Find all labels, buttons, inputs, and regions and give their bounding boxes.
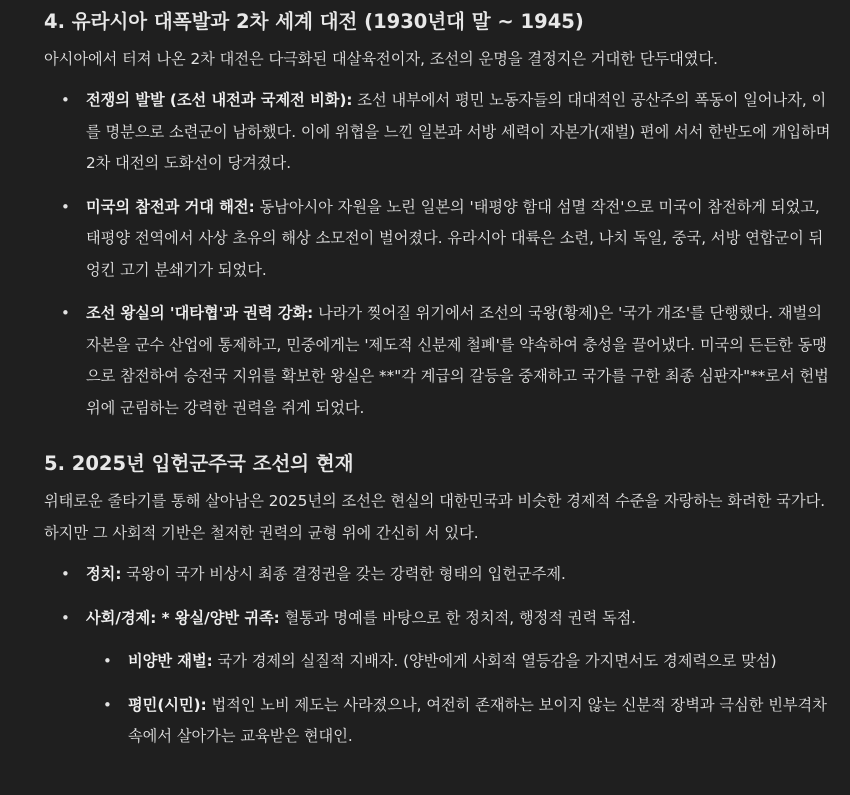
item-body: 나라가 찢어질 위기에서 조선의 국왕(황제)은 '국가 개조'를 단행했다. 재벌의 자본을 군수 산업에 통제하고, 민중에게는 '제도적 신분제 철폐'를 약속하여 충성을 끌어냈다. 미국의 든든한 동맹으로 참전하여 승전국 지위를 확보한 왕실은 **"각 계급의 갈등을 중재하고 국가를 구한 최종 심판자"**로서 헌법 위에 군림하는 강력한 권력을 쥐게 되었다. [86, 304, 829, 417]
section-5-intro: 위태로운 줄타기를 통해 살아남은 2025년의 조선은 현실의 대한민국과 비슷한 경제적 수준을 자랑하는 화려한 국가다. 하지만 그 사회적 기반은 철저한 권력의 균형 위에 간신히 서 있다. [44, 492, 826, 542]
list-item [44, 85, 834, 180]
item-body: 국왕이 국가 비상시 최종 결정권을 갖는 강력한 형태의 입헌군주제. [121, 565, 566, 583]
list-item [44, 192, 834, 287]
item-body: 혈통과 명예를 바탕으로 한 정치적, 행정적 권력 독점. [279, 608, 637, 627]
section-4-heading: 4. 유라시아 대폭발과 2차 세계 대전 (1930년대 말 ~ 1945) [44, 10, 584, 33]
bullet-icon: • [61, 608, 70, 627]
item-body: 동남아시아 자원을 노린 일본의 '태평양 함대 섬멸 작전'으로 미국이 참전하게 되었고, 태평양 전역에서 사상 초유의 해상 소모전이 벌어졌다. 유라시아 대륙은 소련, 나치 독일, 중국, 서방 연합군이 뒤엉킨 고기 분쇄기가 되었다. [86, 197, 824, 279]
list-item [44, 298, 834, 424]
section-5-list [44, 559, 834, 753]
sub-list-item [44, 690, 834, 753]
bullet-icon: • [61, 565, 70, 583]
item-title: 사회/경제: * 왕실/양반 귀족: [86, 608, 280, 627]
item-title: 정치: [86, 565, 122, 583]
item-title: 평민(시민): [128, 695, 207, 714]
document-page [44, 4, 834, 765]
section-5 [44, 446, 834, 753]
item-body: 법적인 노비 제도는 사라졌으나, 여전히 존재하는 보이지 않는 신분적 장벽과 극심한 빈부격차 속에서 살아가는 교육받은 현대인. [128, 695, 827, 745]
section-5-heading: 5. 2025년 입헌군주국 조선의 현재 [44, 452, 354, 475]
bullet-icon: • [61, 304, 70, 322]
item-title: 전쟁의 발발 (조선 내전과 국제전 비화): [86, 91, 353, 109]
list-item [44, 559, 834, 591]
sub-list [86, 646, 834, 753]
bullet-icon: • [61, 91, 70, 109]
sub-list-item [44, 646, 834, 678]
bullet-icon: • [103, 695, 112, 714]
list-item [44, 603, 834, 753]
section-4-intro: 아시아에서 터져 나온 2차 대전은 다극화된 대살육전이자, 조선의 운명을 결정지은 거대한 단두대였다. [44, 50, 718, 68]
item-title: 비양반 재벌: [128, 652, 213, 670]
item-body: 국가 경제의 실질적 지배자. (양반에게 사회적 열등감을 가지면서도 경제력으로 맞섬) [212, 652, 777, 670]
section-4-list [44, 85, 834, 424]
bullet-icon: • [103, 652, 112, 670]
item-title: 조선 왕실의 '대타협'과 권력 강화: [86, 304, 314, 322]
item-title: 미국의 참전과 거대 해전: [86, 197, 255, 216]
bullet-icon: • [61, 197, 70, 216]
item-body: 조선 내부에서 평민 노동자들의 대대적인 공산주의 폭동이 일어나자, 이를 명분으로 소련군이 남하했다. 이에 위협을 느낀 일본과 서방 세력이 자본가(재벌) 편에 서서 한반도에 개입하며 2차 대전의 도화선이 당겨졌다. [86, 91, 831, 172]
